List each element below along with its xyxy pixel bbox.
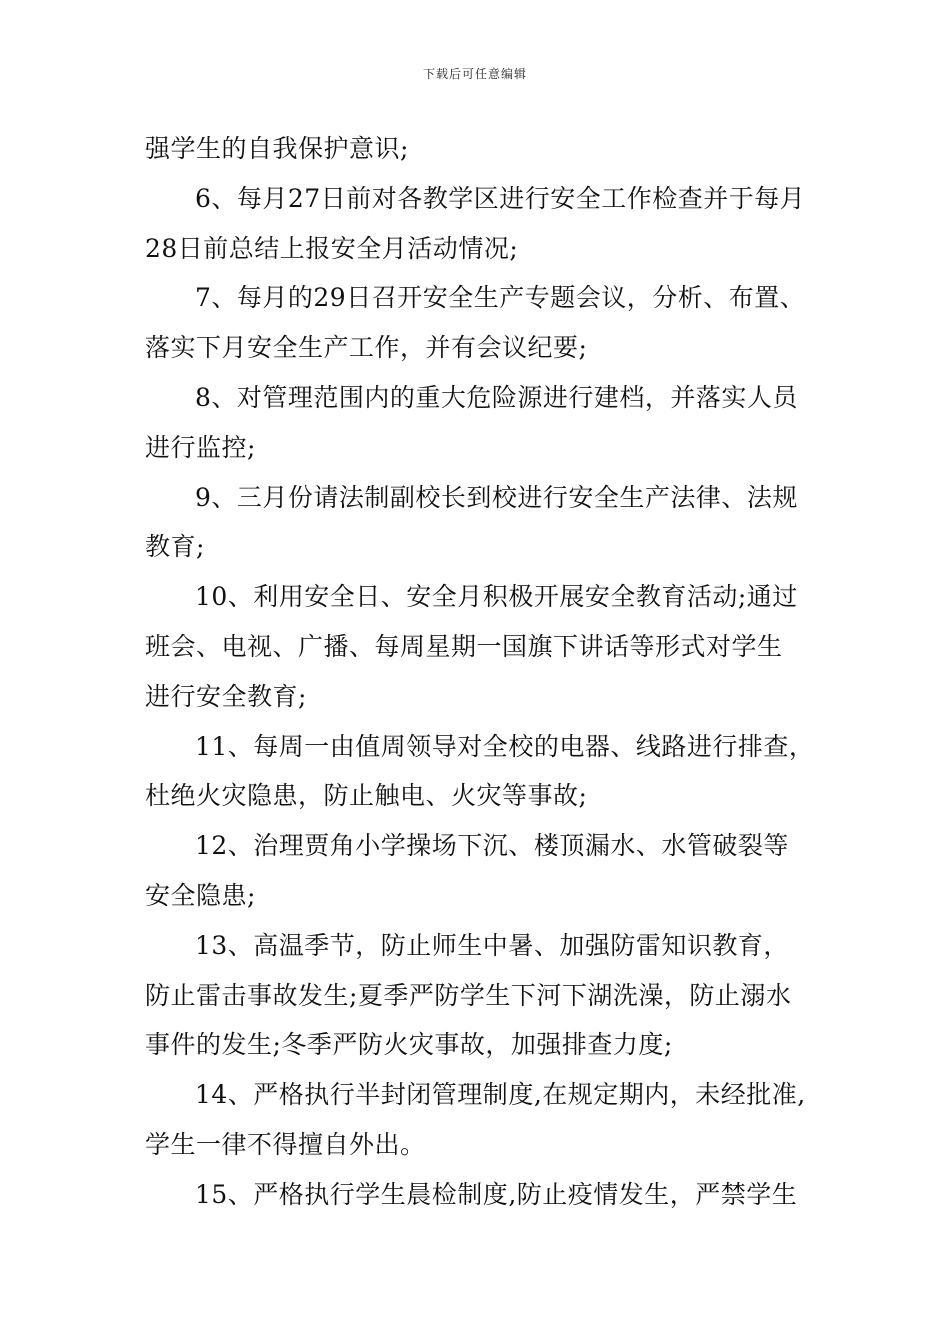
text-line: 15、严格执行学生晨检制度,防止疫情发生，严禁学生: [195, 1179, 798, 1209]
text-line: 落实下月安全生产工作，并有会议纪要;: [145, 333, 588, 363]
document-body: [145, 124, 817, 1220]
text-line: 防止雷击事故发生;夏季严防学生下河下湖洗澡，防止溺水: [145, 980, 792, 1010]
text-line: 教育;: [145, 532, 205, 562]
text-line: 11、每周一由值周领导对全校的电器、线路进行排查，: [195, 731, 815, 761]
text-line: 进行安全教育;: [145, 681, 307, 711]
text-line: 10、利用安全日、安全月积极开展安全教育活动;通过: [195, 582, 798, 612]
text-line: 强学生的自我保护意识;: [145, 134, 409, 163]
text-line: 杜绝火灾隐患，防止触电、火灾等事故;: [145, 781, 588, 811]
text-line: 12、治理贾角小学操场下沉、楼顶漏水、水管破裂等: [195, 831, 789, 861]
text-line: 安全隐患;: [145, 880, 256, 910]
text-line: 28日前总结上报安全月活动情况;: [145, 233, 519, 263]
page-header: 下载后可任意编辑: [422, 67, 527, 81]
text-line: 13、高温季节，防止师生中暑、加强防雷知识教育，: [195, 930, 789, 960]
text-line: 14、严格执行半封闭管理制度,在规定期内，未经批准,: [195, 1080, 806, 1110]
text-line: 8、对管理范围内的重大危险源进行建档，并落实人员: [195, 382, 798, 412]
text-line: 7、每月的29日召开安全生产专题会议，分析、布置、: [195, 283, 806, 313]
text-line: 事件的发生;冬季严防火灾事故，加强排查力度;: [145, 1030, 673, 1060]
text-line: 班会、电视、广播、每周星期一国旗下讲话等形式对学生: [145, 631, 783, 661]
text-line: 学生一律不得擅自外出。: [145, 1129, 426, 1159]
text-line: 6、每月27日前对各教学区进行安全工作检查并于每月: [195, 183, 806, 213]
text-line: 进行监控;: [145, 432, 256, 462]
text-line: 9、三月份请法制副校长到校进行安全生产法律、法规: [195, 482, 798, 512]
